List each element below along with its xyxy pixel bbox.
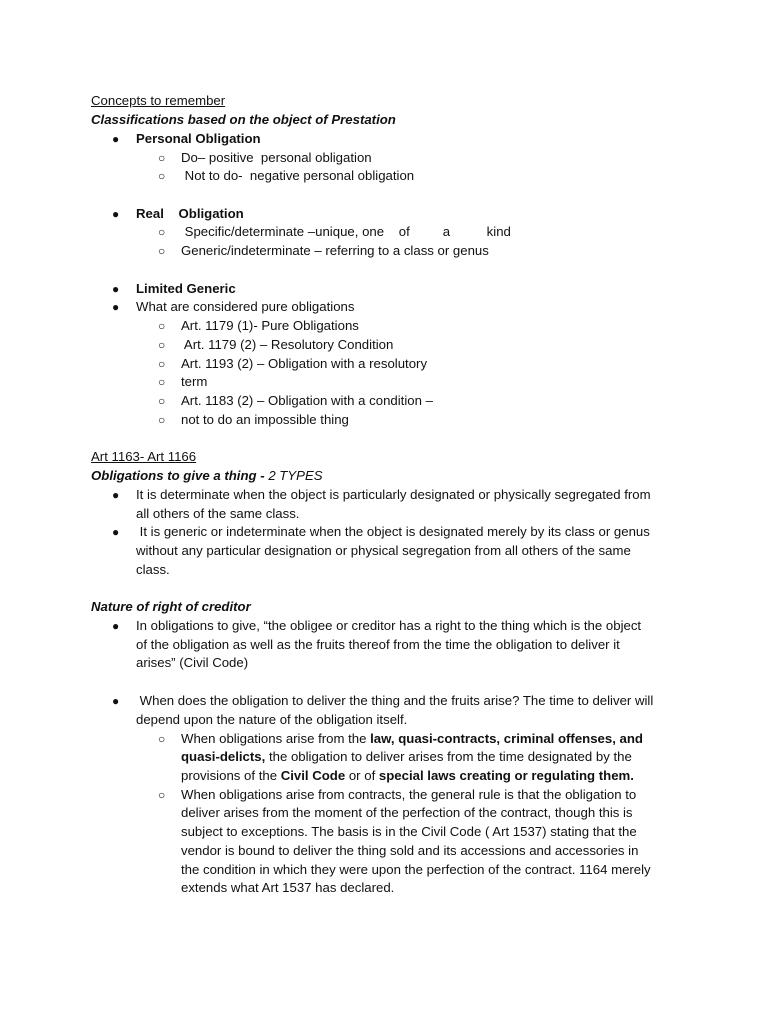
text-run-bold: Civil Code (280, 768, 346, 783)
paragraph-line: depend upon the nature of the obligation itself. (136, 712, 408, 727)
bullet-icon: ● (112, 282, 120, 296)
bullet-icon: ● (112, 619, 120, 633)
circle-bullet-icon: ○ (158, 394, 166, 408)
circle-bullet-icon: ○ (158, 244, 166, 258)
personal-obligation-label: Personal Obligation (136, 131, 261, 146)
section-heading-nature: Nature of right of creditor (91, 599, 251, 614)
list-item: Art. 1183 (2) – Obligation with a condition – (181, 393, 433, 408)
paragraph-line: of the obligation as well as the fruits thereof from the time the obligation to deliver it (136, 637, 620, 652)
paragraph-line (181, 767, 634, 786)
circle-bullet-icon: ○ (158, 732, 166, 746)
list-item: not to do an impossible thing (181, 412, 349, 427)
circle-bullet-icon: ○ (158, 788, 166, 802)
section-heading-articles: Art 1163- Art 1166 (91, 449, 197, 464)
text-run-bold: special laws creating or regulating them. (378, 768, 634, 783)
paragraph-line: In obligations to give, “the obligee or creditor has a right to the thing which is the object (136, 618, 642, 633)
paragraph-line: all others of the same class. (136, 506, 300, 521)
section-heading-concepts: Concepts to remember (91, 93, 226, 108)
circle-bullet-icon: ○ (158, 319, 166, 333)
list-item: Art. 1193 (2) – Obligation with a resolutory (181, 356, 428, 371)
paragraph-line: It is generic or indeterminate when the object is designated merely by its class or genus (136, 524, 650, 539)
paragraph-line: vendor is bound to deliver the thing sold and its accessions and accessories in (181, 843, 639, 858)
list-item: Do– positive personal obligation (181, 150, 372, 165)
list-item: Art. 1179 (1)- Pure Obligations (181, 318, 359, 333)
limited-generic-label: Limited Generic (136, 281, 236, 296)
section-subheading-give (91, 467, 323, 486)
circle-bullet-icon: ○ (158, 338, 166, 352)
bullet-icon: ● (112, 207, 120, 221)
paragraph-line (181, 730, 643, 749)
list-item: term (181, 374, 208, 389)
bullet-icon: ● (112, 488, 120, 502)
paragraph-line: arises” (Civil Code) (136, 655, 249, 670)
text-run: the obligation to deliver arises from the time designated by the (265, 749, 632, 764)
bullet-icon: ● (112, 694, 120, 708)
list-item: Art. 1179 (2) – Resolutory Condition (181, 337, 394, 352)
paragraph-line: deliver arises from the moment of the perfection of the contract, though this is (181, 805, 633, 820)
text-run: When obligations arise from the (181, 731, 371, 746)
circle-bullet-icon: ○ (158, 225, 166, 239)
paragraph-line: class. (136, 562, 170, 577)
bullet-icon: ● (112, 300, 120, 314)
circle-bullet-icon: ○ (158, 357, 166, 371)
paragraph-line: It is determinate when the object is particularly designated or physically segregated from (136, 487, 651, 502)
circle-bullet-icon: ○ (158, 413, 166, 427)
text-run-bold: quasi-delicts, (181, 749, 266, 764)
text-run: provisions of the (181, 768, 281, 783)
section-subheading-classifications: Classifications based on the object of Prestation (91, 112, 396, 127)
bullet-icon: ● (112, 132, 120, 146)
text-run: or of (345, 768, 379, 783)
paragraph-line (181, 748, 632, 767)
real-obligation-label: Real Obligation (136, 206, 244, 221)
list-item: Not to do- negative personal obligation (181, 168, 415, 183)
paragraph-line: the condition in which they were upon the perfection of the contract. 1164 merely (181, 862, 651, 877)
circle-bullet-icon: ○ (158, 169, 166, 183)
circle-bullet-icon: ○ (158, 375, 166, 389)
paragraph-line: without any particular designation or physical segregation from all others of the same (136, 543, 631, 558)
paragraph-line: subject to exceptions. The basis is in the Civil Code ( Art 1537) stating that the (181, 824, 637, 839)
list-item: Specific/determinate –unique, one of a kind (181, 224, 511, 239)
pure-obligations-label: What are considered pure obligations (136, 299, 355, 314)
subheading-italic: 2 TYPES (268, 468, 323, 483)
paragraph-line: When does the obligation to deliver the thing and the fruits arise? The time to deliver will (136, 693, 654, 708)
bullet-icon: ● (112, 525, 120, 539)
text-run-bold: law, quasi-contracts, criminal offenses, and (370, 731, 643, 746)
paragraph-line: When obligations arise from contracts, the general rule is that the obligation to (181, 787, 637, 802)
circle-bullet-icon: ○ (158, 151, 166, 165)
list-item: Generic/indeterminate – referring to a class or genus (181, 243, 489, 258)
paragraph-line: extends what Art 1537 has declared. (181, 880, 395, 895)
subheading-bold: Obligations to give a thing - (91, 468, 269, 483)
